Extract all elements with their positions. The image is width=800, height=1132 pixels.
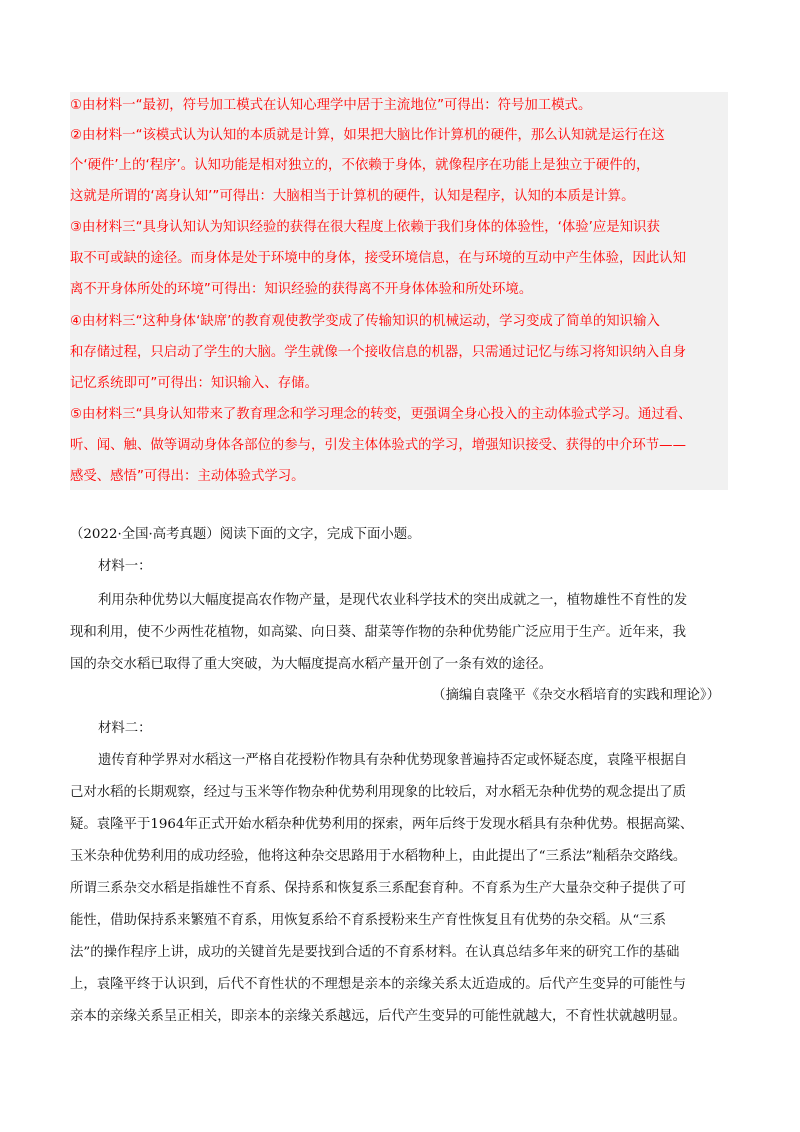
paragraph-line: 所谓三系杂交水稻是指雄性不育系、保持系和恢复系三系配套育种。不育系为生产大量杂交种子提供了可 [70, 881, 686, 896]
paragraph-line: 亲本的亲缘关系呈正相关，即亲本的亲缘关系越远，后代产生变异的可能性就越大，不育性状就越明显。 [70, 1009, 686, 1024]
paragraph-line: 法”的操作程序上讲，成功的关键首先是要找到合适的不育系材料。在认真总结多年来的研究工作的基础 [70, 945, 680, 960]
answer-line: 这就是所谓的‘离身认知’”可得出：大脑相当于计算机的硬件，认知是程序，认知的本质是计算。 [70, 189, 635, 204]
answer-line: ②由材料一“该模式认为认知的本质就是计算，如果把大脑比作计算机的硬件，那么认知就是运行在这 [70, 128, 665, 143]
material-heading: 材料二： [98, 721, 152, 736]
answer-line: ⑤由材料三“具身认知带来了教育理念和学习理念的转变，更强调全身心投入的主动体验式学习。通过看、 [70, 407, 692, 422]
answer-line: 和存储过程，只启动了学生的大脑。学生就像一个接收信息的机器，只需通过记忆与练习将知识纳入自身 [70, 345, 686, 360]
paragraph-line: 国的杂交水稻已取得了重大突破，为大幅度提高水稻产量开创了一条有效的途径。 [70, 657, 553, 672]
answer-line: 记忆系统即可”可得出：知识输入、存储。 [70, 376, 318, 391]
paragraph-line: 遗传育种学界对水稻这一严格自花授粉作物具有杂种优势现象普遍持否定或怀疑态度，袁隆平根据自 [98, 753, 688, 768]
paragraph-line: 利用杂种优势以大幅度提高农作物产量，是现代农业科学技术的突出成就之一，植物雄性不育性的发 [98, 593, 688, 608]
paragraph-line: 上，袁隆平终于认识到，后代不育性状的不理想是亲本的亲缘关系太近造成的。后代产生变异的可能性与 [70, 977, 686, 992]
paragraph-line: 玉米杂种优势利用的成功经验，他将这种杂交思路用于水稻物种上，由此提出了“三系法”籼稻杂交路线。 [70, 849, 687, 864]
paragraph-line: 己对水稻的长期观察，经过与玉米等作物杂种优势利用现象的比较后，对水稻无杂种优势的观念提出了质 [70, 785, 686, 800]
answer-line: ④由材料三“这种身体‘缺席’的教育观使教学变成了传输知识的机械运动，学习变成了简单的知识输入 [70, 314, 660, 329]
answer-line: 取不可或缺的途径。而身体是处于环境中的身体，接受环境信息，在与环境的互动中产生体验，因此认知 [70, 251, 686, 266]
source-citation: （摘编自袁隆平《杂交水稻培育的实践和理论》） [432, 688, 720, 703]
answer-line: 个‘硬件’上的‘程序’。认知功能是相对独立的，不依赖于身体，就像程序在功能上是独立于硬件的， [70, 158, 650, 173]
paragraph-line: 疑。袁隆平于1964年正式开始水稻杂种优势利用的探索，两年后终于发现水稻具有杂种优势。根据高粱、 [70, 817, 694, 832]
paragraph-line: 能性，借助保持系来繁殖不育系，用恢复系给不育系授粉来生产育性恢复且有优势的杂交稻。从“三系 [70, 913, 667, 928]
question-intro: （2022·全国·高考真题）阅读下面的文字，完成下面小题。 [70, 527, 421, 542]
paragraph-line: 现和利用，使不少两性花植物，如高粱、向日葵、甜菜等作物的杂种优势能广泛应用于生产。近年来，我 [70, 625, 686, 640]
material-heading: 材料一： [98, 559, 152, 574]
answer-line: 感受、感悟”可得出：主动体验式学习。 [70, 469, 305, 484]
answer-line: ③由材料三“具身认知认为知识经验的获得在很大程度上依赖于我们身体的体验性，‘体验’应是知识获 [70, 220, 660, 235]
answer-line: 听、闻、触、做等调动身体各部位的参与，引发主体体验式的学习，增强知识接受、获得的中介环节—— [70, 438, 686, 453]
answer-line: ①由材料一“最初，符号加工模式在认知心理学中居于主流地位”可得出：符号加工模式。 [70, 98, 592, 113]
answer-line: 离不开身体所处的环境”可得出：知识经验的获得离不开身体体验和所处环境。 [70, 282, 533, 297]
